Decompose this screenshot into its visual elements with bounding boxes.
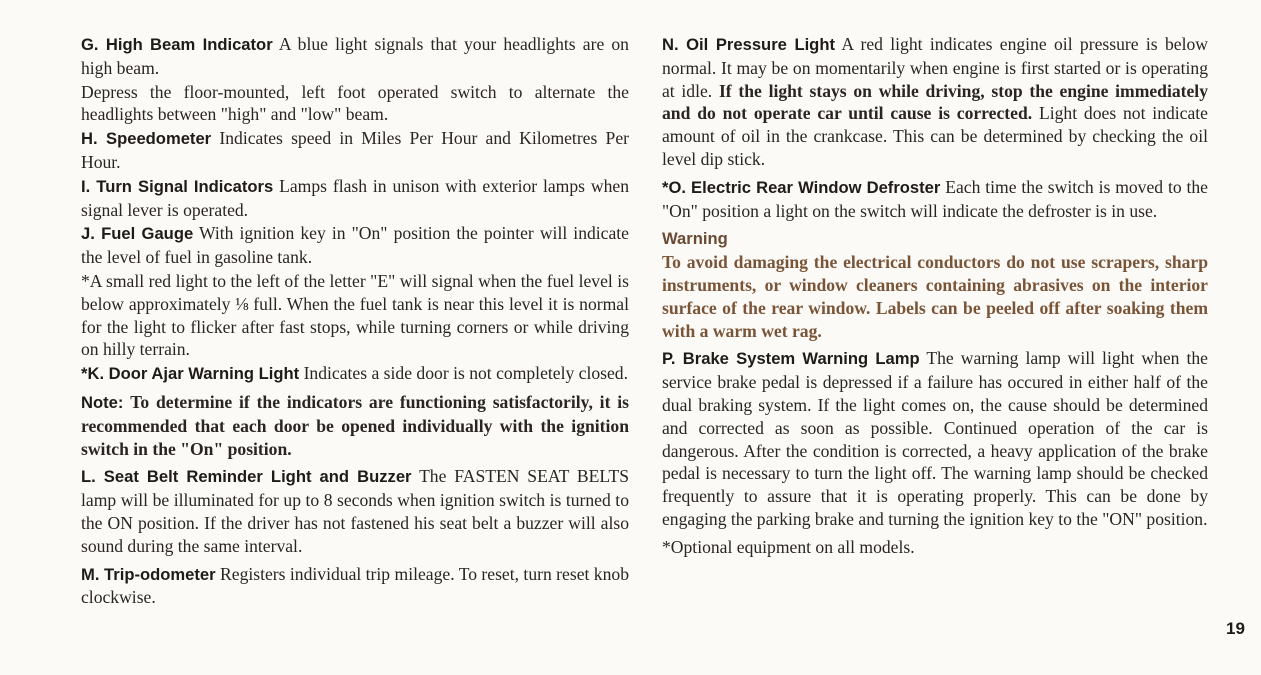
- high-beam-instructions: [81, 81, 629, 127]
- entry-rear-window-defroster: [662, 176, 1208, 223]
- entry-text: Each time the switch is moved to the "On" position a light on the switch will indicate the defroster is in use.: [662, 176, 1208, 221]
- entry-high-beam-indicator: [81, 33, 629, 80]
- entry-text: The warning lamp will light when the service brake pedal is depressed if a failure has occured in either half of the dual braking system. If the light comes on, the cause should be determined and corrected as soon as possible. Continued operation of the car is dangerous. After the condition is corrected, a heavy application of the brake pedal is necessary to turn the light off. The warning lamp should be checked frequently to assure that it is operating properly. This can be done by engaging the parking brake and turning the ignition key to the "ON" position.: [662, 348, 1208, 529]
- page-number: 19: [1226, 619, 1245, 638]
- entry-text: Indicates a side door is not completely closed.: [303, 363, 628, 384]
- entry-fuel-gauge: [81, 222, 629, 269]
- entry-oil-pressure-light: [662, 33, 1208, 171]
- footnote-optional-equipment: *Optional equipment on all models.: [662, 536, 915, 557]
- fuel-gauge-red-light-note: [81, 270, 629, 361]
- entry-text: The FASTEN SEAT BELTS lamp will be illuminated for up to 8 seconds when ignition switch is turned to the ON position. If the driver has not fastened his seat belt a buzzer will also sound during the same interval.: [81, 466, 629, 556]
- entry-text: *A small red light to the left of the letter "E" will signal when the fuel level is below approximately ⅛ full. When the fuel tank is near this level it is normal for the light to flicker after fast stops, while turning corners or while driving on hilly terrain.: [81, 270, 629, 360]
- entry-text: Light does not indicate amount of oil in the crankcase. This can be determined by checking the oil level dip stick.: [662, 103, 1208, 169]
- entry-brake-system-warning-lamp: [662, 347, 1208, 530]
- entry-term: L. Seat Belt Reminder Light and Buzzer: [81, 467, 412, 487]
- entry-text: With ignition key in "On" position the pointer will indicate the level of fuel in gasoline tank.: [81, 223, 629, 268]
- entry-term: M. Trip-odometer: [81, 564, 216, 584]
- entry-term: G. High Beam Indicator: [81, 35, 273, 54]
- warning-text: To avoid damaging the electrical conductors do not use scrapers, sharp instruments, or window cleaners containing abrasives on the interior surface of the rear window. Labels can be peeled off after soaking them with a warm wet rag.: [662, 252, 1208, 341]
- warning-title: Warning: [662, 229, 728, 249]
- entry-text: A red light indicates engine oil pressure is below normal. It may be on momentarily when engine is first started or is operating at idle.: [662, 34, 1208, 101]
- entry-text: A blue light signals that your headlights are on high beam.: [81, 34, 629, 78]
- entry-speedometer: [81, 127, 629, 174]
- note-text: To determine if the indicators are functioning satisfactorily, it is recommended that each door be opened individually with the ignition switch in the "On" position.: [81, 391, 629, 459]
- entry-term: P. Brake System Warning Lamp: [662, 349, 920, 369]
- entry-term: *K. Door Ajar Warning Light: [81, 364, 300, 384]
- entry-bold-text: If the light stays on while driving, stop the engine immediately and do not operate car until cause is corrected.: [662, 80, 1208, 124]
- entry-trip-odometer: [81, 563, 629, 610]
- entry-seat-belt-reminder: [81, 465, 629, 557]
- entry-term: *O. Electric Rear Window Defroster: [662, 177, 941, 197]
- entry-text: Registers individual trip mileage. To reset, turn reset knob clockwise.: [81, 563, 629, 608]
- entry-term: N. Oil Pressure Light: [662, 35, 835, 54]
- entry-term: H. Speedometer: [81, 129, 212, 149]
- entry-text: Depress the floor-mounted, left foot operated switch to alternate the headlights between "high" and "low" beam.: [81, 81, 629, 125]
- entry-text: Indicates speed in Miles Per Hour and Kilometres Per Hour.: [81, 128, 630, 172]
- entry-text: Lamps flash in unison with exterior lamps when signal lever is operated.: [81, 175, 629, 220]
- entry-turn-signal-indicators: [81, 175, 629, 222]
- entry-term: I. Turn Signal Indicators: [81, 176, 274, 196]
- entry-door-ajar-warning-light: [81, 362, 629, 386]
- left-column: [81, 33, 629, 610]
- note-indicators: [81, 391, 629, 460]
- note-label: Note:: [81, 392, 124, 412]
- entry-term: J. Fuel Gauge: [81, 224, 194, 244]
- right-column: [662, 33, 1208, 560]
